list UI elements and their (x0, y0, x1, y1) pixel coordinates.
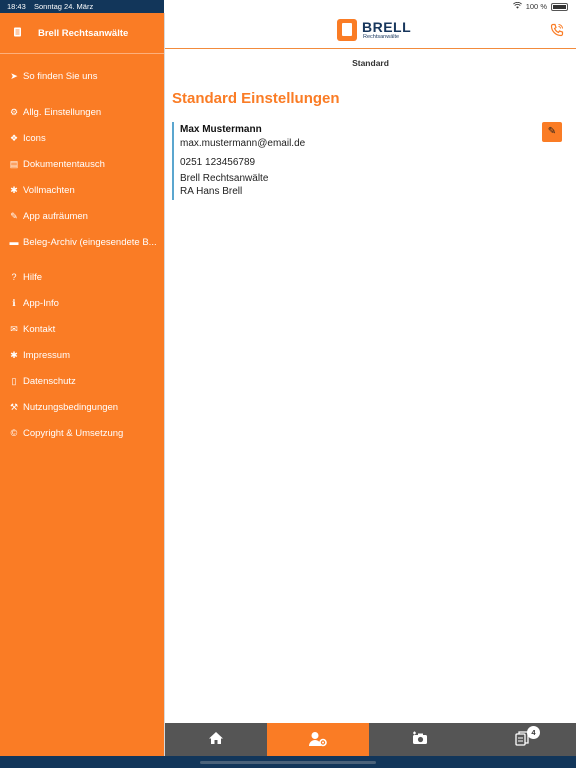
contact-card (172, 122, 572, 200)
nav-home-button[interactable] (165, 723, 267, 756)
sidebar-item-label: Nutzungsbedingungen (23, 402, 119, 413)
sidebar-item-label: App-Info (23, 298, 59, 309)
sidebar-item-label: Beleg-Archiv (eingesendete B... (23, 237, 157, 248)
file-icon: ▯ (11, 376, 17, 386)
app-header (165, 13, 576, 49)
cubes-icon: ❖ (9, 133, 19, 143)
sidebar-item-beleg-archiv[interactable] (0, 232, 164, 254)
logo-text: BRELL (362, 19, 412, 35)
sidebar-item-label: Hilfe (23, 272, 43, 283)
tab-standard[interactable]: Standard (352, 58, 389, 68)
contact-company: Brell Rechtsanwälte (180, 173, 269, 184)
sidebar-item-label: Icons (23, 133, 46, 144)
logo-subtitle: Rechtsanwälte (363, 34, 400, 40)
sidebar-item-label: Copyright & Umsetzung (23, 428, 124, 439)
sidebar-title: Brell Rechtsanwälte (38, 28, 129, 39)
question-icon: ? (11, 272, 17, 282)
sidebar-item-app-aufraeumen[interactable] (0, 206, 164, 228)
status-time: 18:43 (7, 2, 26, 11)
sidebar-item-datenschutz[interactable] (0, 371, 164, 393)
sidebar-item-nutzungsbedingungen[interactable] (0, 397, 164, 419)
sidebar-item-label: Allg. Einstellungen (23, 107, 102, 118)
sidebar-item-label: App aufräumen (23, 211, 88, 222)
gear-icon: ⚙ (9, 107, 19, 117)
sidebar-item-label: So finden Sie uns (23, 71, 98, 82)
sidebar-item-kontakt[interactable] (0, 319, 164, 341)
bottom-nav (165, 723, 576, 756)
status-bar (0, 0, 576, 13)
gavel-icon: ⚒ (9, 402, 19, 412)
sidebar-item-allg-einstellungen[interactable] (0, 102, 164, 124)
sidebar-header (0, 13, 164, 54)
brell-logo-icon (337, 19, 357, 41)
sidebar-item-dokumententausch[interactable] (0, 154, 164, 176)
copyright-icon: © (10, 428, 18, 438)
phone-icon[interactable] (550, 23, 564, 40)
edit-button[interactable] (542, 122, 562, 142)
documents-badge: 4 (527, 726, 540, 739)
sidebar-item-label: Kontakt (23, 324, 56, 335)
sidebar-item-hilfe[interactable] (0, 267, 164, 289)
location-arrow-icon: ➤ (10, 71, 18, 81)
status-date: Sonntag 24. März (34, 2, 94, 11)
sidebar (0, 13, 165, 756)
sidebar-item-vollmachten[interactable] (0, 180, 164, 202)
envelope-icon: ✉ (10, 324, 18, 334)
home-indicator[interactable] (200, 761, 376, 764)
nav-documents-button[interactable] (471, 723, 573, 756)
asterisk-icon: ✱ (10, 185, 18, 195)
contact-name: Max Mustermann (180, 124, 262, 135)
page-title: Standard Einstellungen (172, 90, 340, 107)
nav-user-settings-button[interactable] (267, 723, 369, 756)
sidebar-item-label: Datenschutz (23, 376, 76, 387)
eraser-icon: ✎ (10, 211, 18, 221)
home-icon (165, 731, 267, 749)
info-icon: ℹ (12, 298, 16, 308)
sidebar-item-label: Vollmachten (23, 185, 75, 196)
contact-phone: 0251 123456789 (180, 157, 256, 168)
user-settings-icon (267, 731, 369, 751)
nav-camera-button[interactable] (369, 723, 471, 756)
sidebar-item-so-finden-sie-uns[interactable] (0, 66, 164, 88)
contact-lawyer: RA Hans Brell (180, 186, 243, 197)
document-icon (13, 27, 22, 40)
sidebar-item-label: Impressum (23, 350, 70, 361)
wifi-icon (513, 2, 522, 11)
sidebar-item-impressum[interactable] (0, 345, 164, 367)
pencil-icon: ✎ (547, 126, 557, 137)
sidebar-item-icons[interactable] (0, 128, 164, 150)
asterisk-icon: ✱ (10, 350, 18, 360)
sidebar-item-app-info[interactable] (0, 293, 164, 315)
sidebar-item-label: Dokumententausch (23, 159, 105, 170)
sidebar-item-copyright[interactable] (0, 423, 164, 445)
battery-icon (551, 3, 568, 11)
archive-icon: ▬ (9, 237, 19, 247)
battery-percent: 100 % (525, 2, 547, 11)
status-indicators (513, 2, 568, 11)
camera-add-icon (369, 731, 471, 749)
tab-bar (165, 49, 576, 79)
book-icon: ▤ (9, 159, 19, 169)
documents-icon (471, 731, 573, 750)
contact-email: max.mustermann@email.de (180, 138, 306, 149)
